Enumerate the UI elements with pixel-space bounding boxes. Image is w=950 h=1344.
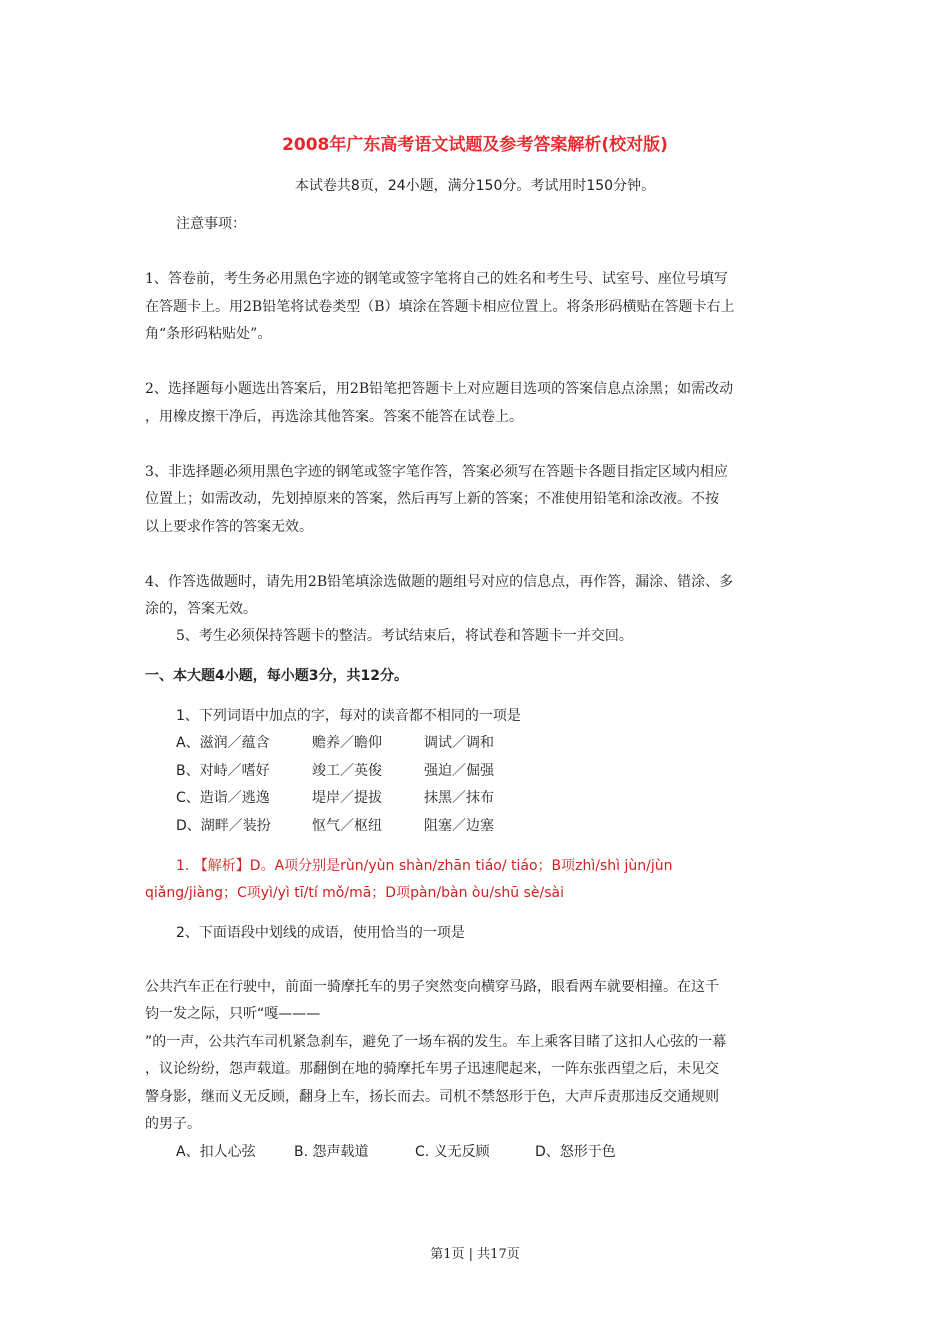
option-word-pair: A、滋润／蕴含 <box>176 735 270 751</box>
page-title: 2008年广东高考语文试题及参考答案解析(校对版) <box>282 135 668 155</box>
question-1-option-a <box>176 729 494 757</box>
option-a: A、扣人心弦 <box>176 1144 256 1160</box>
note-3-line-3: 以上要求作答的答案无效。 <box>145 519 313 535</box>
note-1-line-1: 1、答卷前，考生务必用黑色字迹的钢笔或签字笔将自己的姓名和考生号、试室号、座位号填写 <box>145 271 728 287</box>
question-1-analysis-line-2: qiǎng/jiàng；C项yì/yì tī/tí mǒ/mā；D项pàn/bàn òu/shū sè/sài <box>145 885 564 901</box>
question-1-stem: 1、下列词语中加点的字，每对的读音都不相同的一项是 <box>176 708 521 724</box>
note-4-line-2: 涂的，答案无效。 <box>145 601 257 617</box>
question-2-options <box>176 1138 616 1166</box>
passage-line-5: 警身影，继而义无反顾，翻身上车，扬长而去。司机不禁怒形于色，大声斥责那违反交通规则 <box>145 1089 719 1105</box>
note-3-line-1: 3、非选择题必须用黑色字迹的钢笔或签字笔作答，答案必须写在答题卡各题目指定区域内相应 <box>145 464 728 480</box>
note-3-line-2: 位置上；如需改动，先划掉原来的答案，然后再写上新的答案；不准使用铅笔和涂改液。不按 <box>145 491 719 507</box>
passage-line-3: ”的一声，公共汽车司机紧急刹车，避免了一场车祸的发生。车上乘客目睹了这扣人心弦的一幕 <box>145 1034 727 1050</box>
question-1-option-b <box>176 757 494 785</box>
note-1-line-3: 角“条形码粘贴处”。 <box>145 326 272 342</box>
option-word-pair: 强迫／倔强 <box>424 763 494 779</box>
passage-line-1: 公共汽车正在行驶中，前面一骑摩托车的男子突然变向横穿马路，眼看两车就要相撞。在这千 <box>145 979 719 995</box>
option-word-pair: D、湖畔／装扮 <box>176 818 271 834</box>
page-subtitle: 本试卷共8页，24小题，满分150分。考试用时150分钟。 <box>294 178 656 194</box>
option-b: B. 怨声载道 <box>294 1144 369 1160</box>
option-word-pair: 怄气／枢纽 <box>312 818 382 834</box>
note-5-line-1: 5、考生必须保持答题卡的整洁。考试结束后，将试卷和答题卡一并交回。 <box>176 628 633 644</box>
option-word-pair: 调试／调和 <box>424 735 494 751</box>
option-word-pair: B、对峙／嗜好 <box>176 763 270 779</box>
option-c: C. 义无反顾 <box>415 1144 490 1160</box>
option-word-pair: 抹黑／抹布 <box>424 790 494 806</box>
note-4-line-1: 4、作答选做题时，请先用2B铅笔填涂选做题的题组号对应的信息点，再作答，漏涂、错涂、多 <box>145 574 734 590</box>
option-word-pair: 阻塞／边塞 <box>424 818 494 834</box>
page-footer: 第1页 | 共17页 <box>430 1247 520 1262</box>
passage-line-2: 钧一发之际，只听“嘎——— <box>145 1006 321 1022</box>
question-1-analysis-line-1: 1. 【解析】D。A项分别是rùn/yùn shàn/zhān tiáo/ tiáo；B项zhì/shì jùn/jùn <box>176 858 673 874</box>
option-word-pair: C、造诣／逃逸 <box>176 790 270 806</box>
passage-line-4: ，议论纷纷，怨声载道。那翻倒在地的骑摩托车男子迅速爬起来，一阵东张西望之后，未见交 <box>145 1061 719 1077</box>
note-2-line-1: 2、选择题每小题选出答案后，用2B铅笔把答题卡上对应题目选项的答案信息点涂黑；如需改动 <box>145 381 734 397</box>
option-word-pair: 竣工／英俊 <box>312 763 382 779</box>
option-word-pair: 堤岸／提拔 <box>312 790 382 806</box>
question-1-option-c <box>176 784 494 812</box>
option-word-pair: 赡养／瞻仰 <box>312 735 382 751</box>
question-1-option-d <box>176 812 494 840</box>
section-heading: 一、本大题4小题，每小题3分，共12分。 <box>145 668 408 684</box>
option-d: D、怒形于色 <box>535 1144 616 1160</box>
note-1-line-2: 在答题卡上。用2B铅笔将试卷类型（B）填涂在答题卡相应位置上。将条形码横贴在答题卡右上 <box>145 299 735 315</box>
note-2-line-2: ，用橡皮擦干净后，再选涂其他答案。答案不能答在试卷上。 <box>145 409 523 425</box>
passage-line-6: 的男子。 <box>145 1116 201 1132</box>
notes-heading: 注意事项： <box>176 216 246 232</box>
question-2-stem: 2、下面语段中划线的成语，使用恰当的一项是 <box>176 925 465 941</box>
